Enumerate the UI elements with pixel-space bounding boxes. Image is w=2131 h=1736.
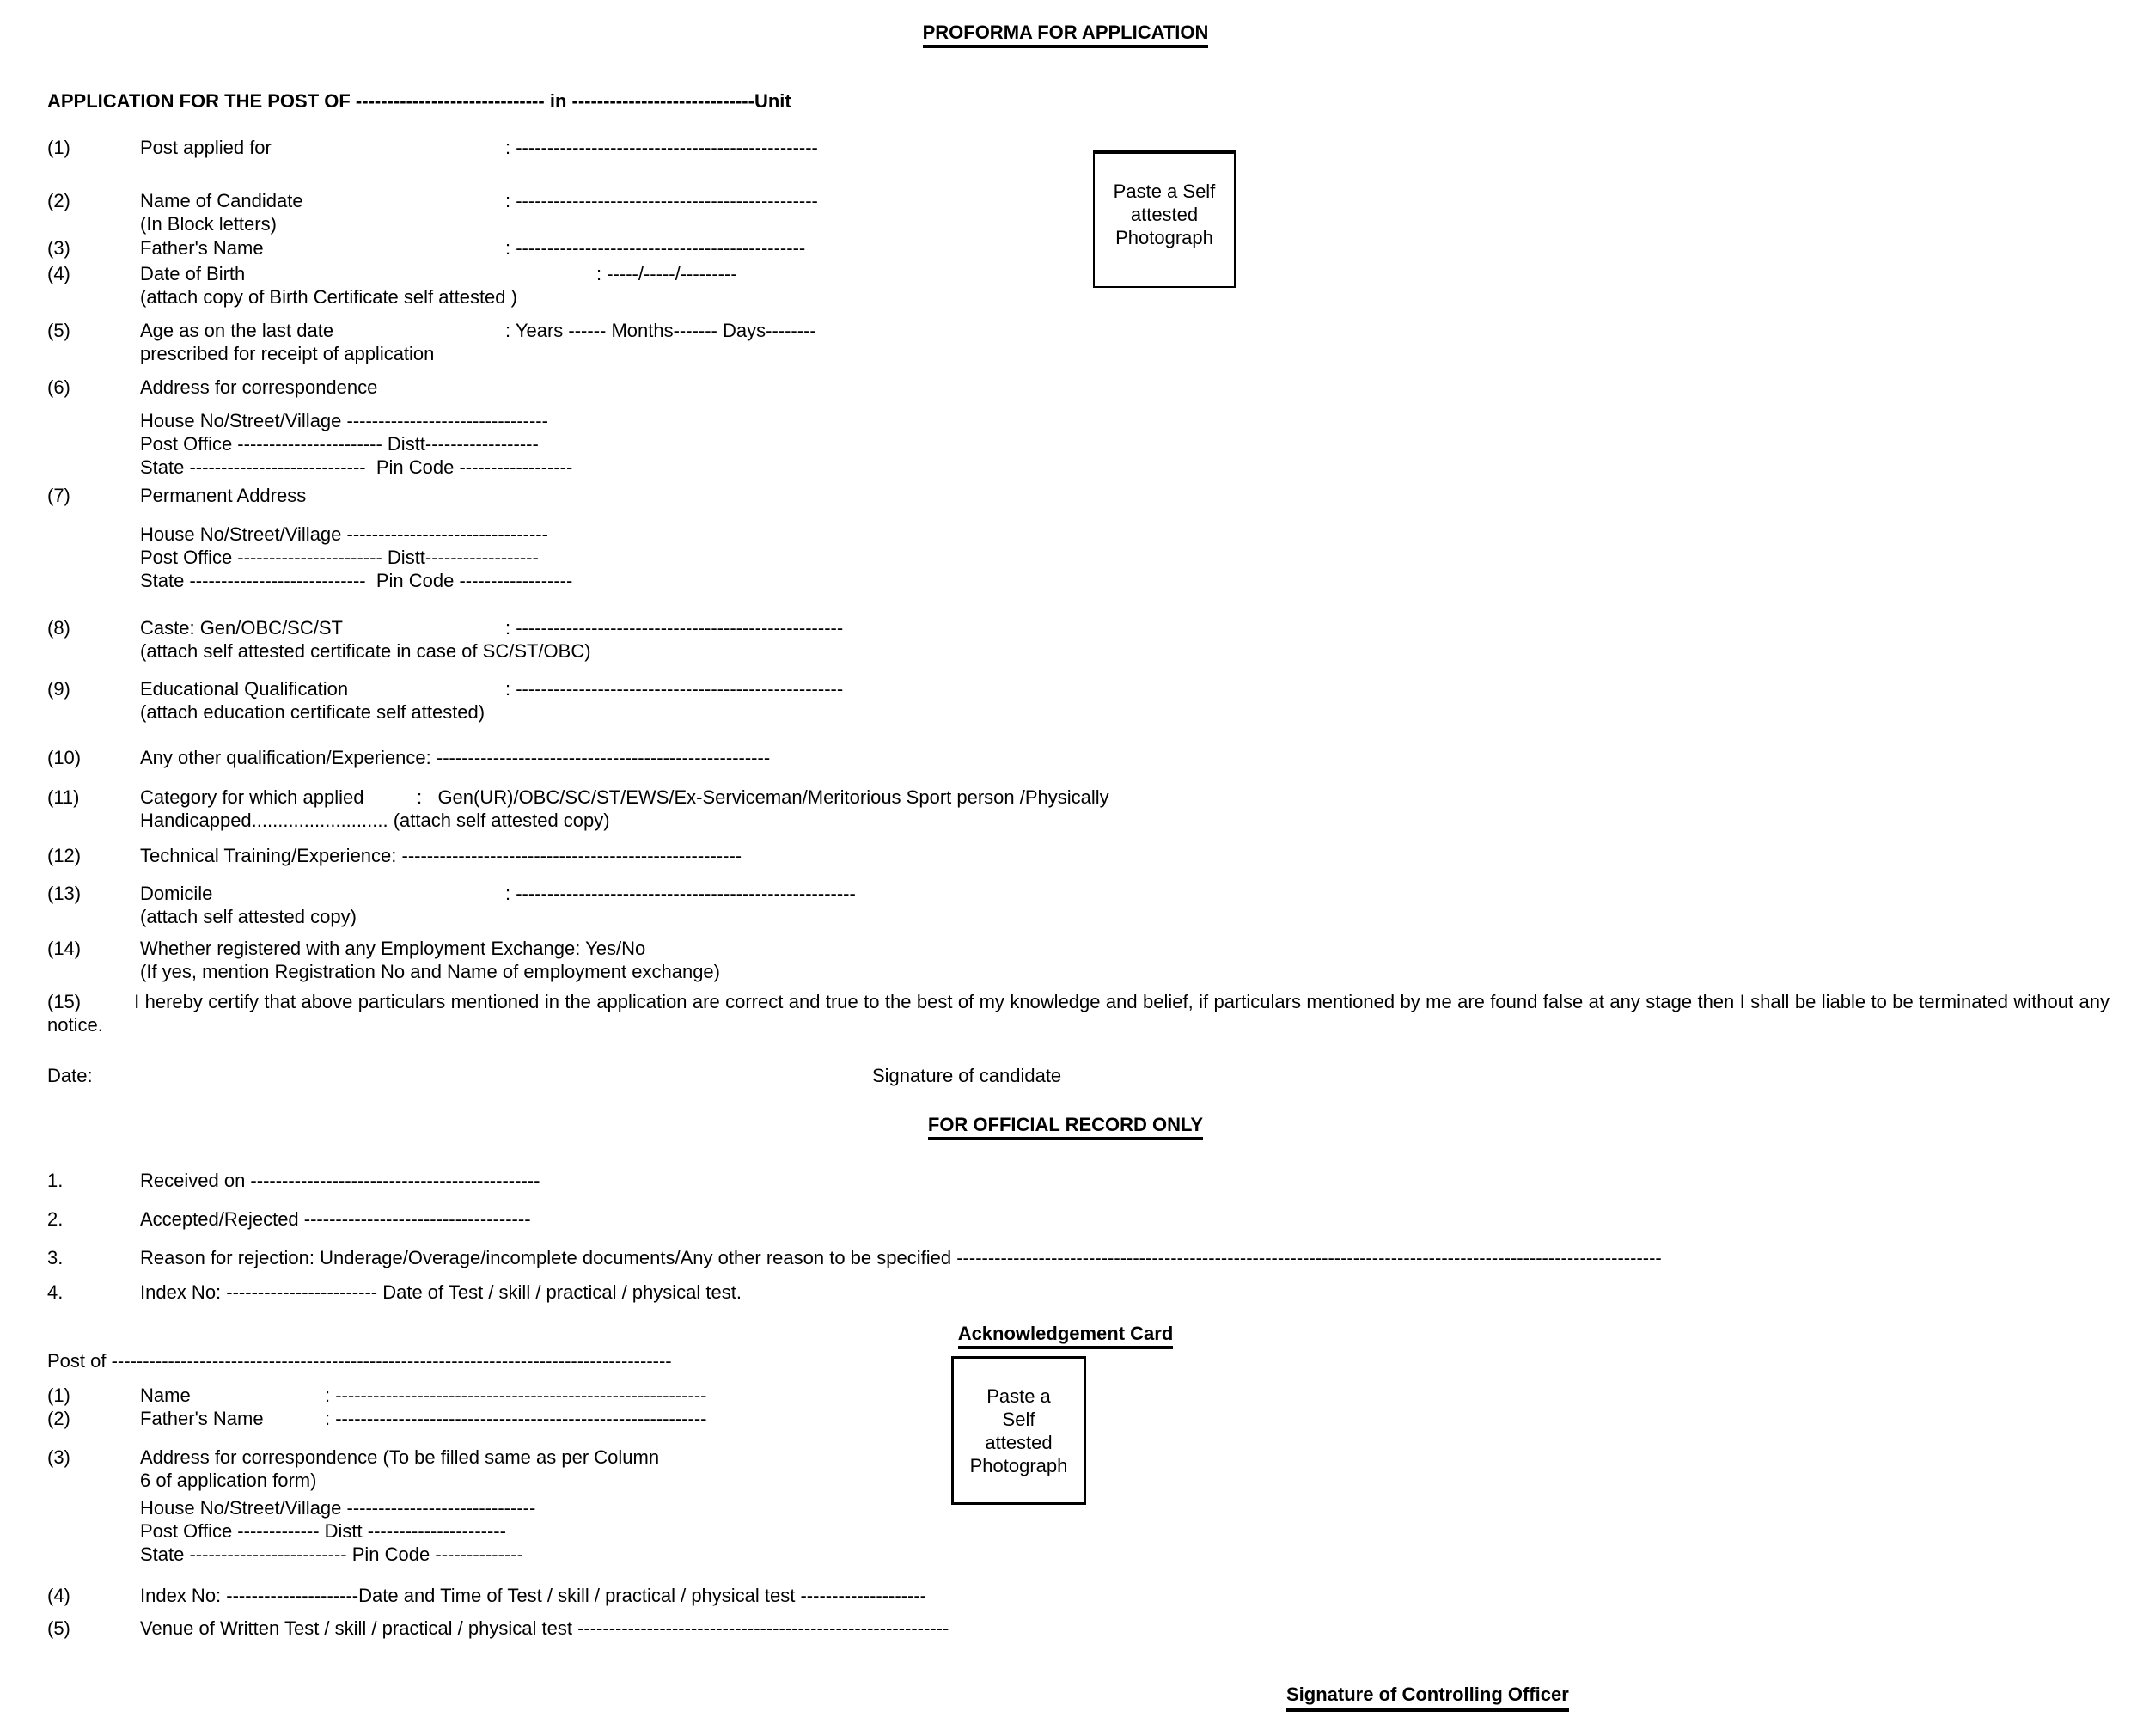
item-note: (attach self attested copy) <box>140 906 357 927</box>
address-line-post-office: Post Office ----------------------- Distt------------------ <box>140 433 539 455</box>
form-item-11 <box>47 785 1109 832</box>
page-title-wrap <box>0 21 2131 44</box>
item-note: (If yes, mention Registration No and Name of employment exchange) <box>140 961 720 982</box>
page-title: PROFORMA FOR APPLICATION <box>923 21 1209 48</box>
address-block <box>140 409 572 479</box>
item-number: 3. <box>47 1247 64 1268</box>
item-number: (15) <box>47 991 82 1012</box>
item-number: (5) <box>47 320 70 341</box>
address-line-state: State ---------------------------- Pin Code ------------------ <box>140 456 573 478</box>
item-text: Technical Training/Experience: ------------------------------------------------------ <box>140 845 742 866</box>
item-number: (3) <box>47 1446 70 1468</box>
candidate-signature-label: Signature of candidate <box>872 1065 1062 1086</box>
item-label: Name <box>140 1385 191 1406</box>
form-item-4 <box>47 262 737 309</box>
form-item-9 <box>47 677 843 724</box>
ack-post-of-line: Post of ----------------------------------------------------------------------------------------- <box>47 1350 672 1372</box>
address-line-house: House No/Street/Village ------------------------------ <box>140 1497 536 1519</box>
photo-box-application <box>1093 150 1236 288</box>
official-item-4 <box>47 1281 742 1304</box>
item-text: Reason for rejection: Underage/Overage/incomplete documents/Any other reason to be specified ---------------------------------------------------------------------------------------------------------------- <box>140 1247 1662 1268</box>
item-body <box>140 1446 659 1566</box>
declaration-text: I hereby certify that above particulars mentioned in the application are correct and true to the best of my knowledge and belief, if particulars mentioned by me are found false at any stage then I shall be liable to be terminated without any notice. <box>47 991 2110 1036</box>
item-number: (1) <box>47 137 70 158</box>
item-label-note: (In Block letters) <box>140 213 277 235</box>
item-number: 4. <box>47 1281 64 1303</box>
item-label: Address for correspondence (To be filled same as per Column <box>140 1446 660 1468</box>
item-number: (10) <box>47 747 82 768</box>
item-label-note: prescribed for receipt of application <box>140 343 435 364</box>
controlling-officer-signature-label: Signature of Controlling Officer <box>1286 1684 1569 1712</box>
item-label: Name of Candidate <box>140 190 303 211</box>
item-label: Caste: Gen/OBC/SC/ST <box>140 617 343 639</box>
item-label: Post applied for <box>140 137 272 158</box>
official-item-1 <box>47 1169 540 1192</box>
acknowledgement-heading: Acknowledgement Card <box>958 1323 1174 1349</box>
address-line-house: House No/Street/Village -------------------------------- <box>140 410 548 431</box>
item-number: (3) <box>47 237 70 259</box>
item-label-group <box>140 189 505 235</box>
item-number: 2. <box>47 1208 64 1230</box>
item-number: (7) <box>47 485 70 506</box>
item-number: (14) <box>47 938 82 959</box>
photo-box-text-line: Photograph <box>969 1454 1068 1476</box>
form-item-14 <box>47 937 720 983</box>
item-value: : ---------------------------------------------- <box>505 237 806 259</box>
address-line-state: State ---------------------------- Pin Code ------------------ <box>140 570 573 591</box>
photo-box-text-line: attested <box>985 1431 1053 1453</box>
item-number: (4) <box>47 263 70 284</box>
form-item-2 <box>47 189 818 235</box>
official-item-2 <box>47 1207 531 1231</box>
form-item-12 <box>47 844 742 867</box>
item-number: (1) <box>47 1385 70 1406</box>
acknowledgement-heading-wrap <box>0 1322 2131 1345</box>
item-body <box>140 785 1109 832</box>
item-number: (4) <box>47 1585 70 1606</box>
item-label: Father's Name <box>140 1408 264 1429</box>
item-value: : ----------------------------------------------------------- <box>325 1385 707 1406</box>
ack-item-4 <box>47 1584 926 1607</box>
item-label: Age as on the last date <box>140 320 334 341</box>
item-value: : ---------------------------------------------------- <box>505 617 844 639</box>
item-value: : ------------------------------------------------ <box>505 137 818 158</box>
item-label: Father's Name <box>140 237 264 259</box>
official-item-3 <box>47 1246 1662 1269</box>
item-label: Date of Birth <box>140 263 246 284</box>
item-number: (11) <box>47 786 80 808</box>
item-number: (6) <box>47 376 70 398</box>
address-block <box>140 523 572 592</box>
form-item-6 <box>47 376 572 479</box>
photo-box-text-line: attested <box>1130 203 1199 225</box>
item-number: (5) <box>47 1617 70 1639</box>
item-label: Category for which applied <box>140 786 364 808</box>
item-note: (attach copy of Birth Certificate self attested ) <box>140 286 517 308</box>
item-number: (2) <box>47 190 70 211</box>
date-label: Date: <box>47 1065 93 1086</box>
ack-item-1 <box>47 1384 706 1407</box>
item-number: (12) <box>47 845 82 866</box>
address-line-house: House No/Street/Village -------------------------------- <box>140 523 548 545</box>
item-text: Venue of Written Test / skill / practical / physical test ----------------------------------------------------------- <box>140 1617 949 1639</box>
ack-item-3 <box>47 1446 659 1566</box>
item-value: : ------------------------------------------------ <box>505 190 818 211</box>
photo-box-text-line: Paste a <box>986 1385 1051 1407</box>
item-label-group <box>140 319 505 365</box>
item-number: (2) <box>47 1408 70 1429</box>
photo-box-text-line: Paste a Self <box>1113 180 1216 202</box>
item-text: Any other qualification/Experience: ----------------------------------------------------- <box>140 747 771 768</box>
form-item-13 <box>47 882 856 928</box>
photo-box-text-line: Photograph <box>1115 226 1213 248</box>
item-text: Index No: ---------------------Date and Time of Test / skill / practical / physical test -------------------- <box>140 1585 927 1606</box>
ack-item-2 <box>47 1407 706 1430</box>
post-line: APPLICATION FOR THE POST OF ------------------------------ in -----------------------------Unit <box>47 90 791 112</box>
controlling-officer-signature-wrap <box>1286 1683 1569 1706</box>
photo-box-acknowledgement <box>951 1356 1086 1505</box>
item-number: (9) <box>47 678 70 700</box>
item-note: (attach self attested certificate in case of SC/ST/OBC) <box>140 640 591 662</box>
item-value: : -----/-----/--------- <box>596 263 737 284</box>
official-record-heading: FOR OFFICIAL RECORD ONLY <box>928 1114 1203 1140</box>
form-item-8 <box>47 616 843 663</box>
item-label: Educational Qualification <box>140 678 349 700</box>
form-item-10 <box>47 746 770 769</box>
item-value: : Years ------ Months------- Days-------- <box>505 320 816 341</box>
item-label-line2: 6 of application form) <box>140 1470 317 1491</box>
form-item-3 <box>47 236 805 260</box>
address-block <box>140 1496 659 1566</box>
ack-item-5 <box>47 1617 949 1640</box>
item-value: : ---------------------------------------------------- <box>505 678 844 700</box>
address-line-post-office: Post Office ------------- Distt ---------------------- <box>140 1520 506 1542</box>
address-line-post-office: Post Office ----------------------- Distt------------------ <box>140 547 539 568</box>
item-label: Permanent Address <box>140 485 307 506</box>
item-value: : Gen(UR)/OBC/SC/ST/EWS/Ex-Serviceman/Meritorious Sport person /Physically <box>417 786 1109 808</box>
form-item-1 <box>47 136 818 159</box>
item-label: Address for correspondence <box>140 376 378 398</box>
item-value: : ----------------------------------------------------------- <box>325 1408 707 1429</box>
item-note: (attach education certificate self attested) <box>140 701 485 723</box>
item-value: : ------------------------------------------------------ <box>505 883 856 904</box>
item-number: (13) <box>47 883 82 904</box>
item-number: (8) <box>47 617 70 639</box>
form-item-5 <box>47 319 816 365</box>
official-record-heading-wrap <box>0 1113 2131 1136</box>
item-text: Whether registered with any Employment Exchange: Yes/No <box>140 938 646 959</box>
form-item-15 <box>47 990 2110 1036</box>
item-text-line2: Handicapped.......................... (attach self attested copy) <box>140 810 610 831</box>
item-number: 1. <box>47 1170 64 1191</box>
item-label: Domicile <box>140 883 213 904</box>
photo-box-text-line: Self <box>1002 1408 1035 1430</box>
address-line-state: State ------------------------- Pin Code -------------- <box>140 1543 523 1565</box>
form-item-7 <box>47 484 572 592</box>
item-text: Index No: ------------------------ Date of Test / skill / practical / physical test. <box>140 1281 742 1303</box>
item-text: Received on ---------------------------------------------- <box>140 1170 540 1191</box>
item-text: Accepted/Rejected ------------------------------------ <box>140 1208 531 1230</box>
